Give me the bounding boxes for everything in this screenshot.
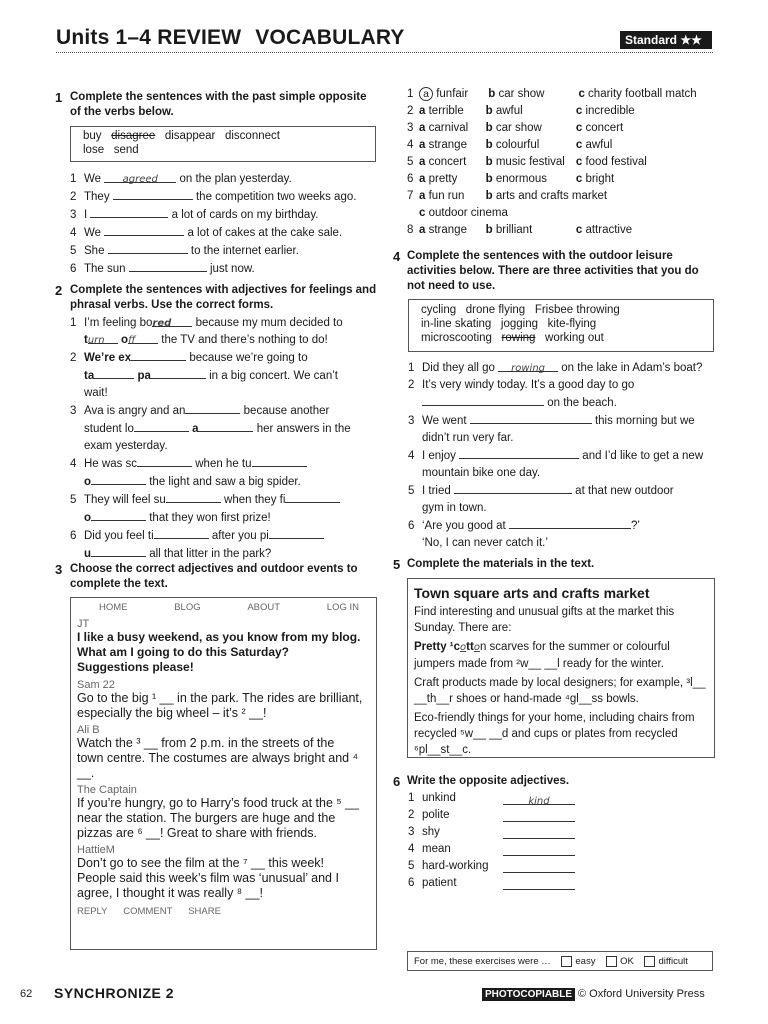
ex1-item: 5 She to the internet earlier. [70, 242, 356, 260]
answer-field[interactable] [454, 482, 572, 494]
market-title: Town square arts and crafts market [414, 585, 650, 601]
photocopiable-badge: PHOTOCOPIABLE [482, 988, 575, 1001]
nav-blog[interactable]: BLOG [174, 602, 201, 613]
answer-field[interactable] [91, 509, 146, 521]
answer-field[interactable]: rowing [498, 360, 558, 372]
post-text: Go to the big ¹ __ in the park. The rides are brilliant, especially the big wheel – it’s ² __! [77, 691, 363, 720]
ex1-number: 1 [55, 90, 63, 105]
ex4-number: 4 [393, 249, 401, 264]
answer-field[interactable]: red [152, 315, 192, 327]
page-number: 62 [20, 988, 33, 1000]
answer-field[interactable] [90, 206, 168, 218]
answer-field[interactable] [94, 367, 134, 379]
post-author: Ali B [77, 724, 100, 736]
ex3-number: 3 [55, 562, 63, 577]
market-intro: Find interesting and unusual gifts at the market this Sunday. There are: [414, 606, 675, 634]
ex1-word-box: buy disagree disappear disconnect lose send [70, 126, 376, 162]
option-row: c outdoor cinema [419, 207, 508, 219]
answer-field[interactable] [185, 402, 240, 414]
answer-field[interactable] [470, 412, 592, 424]
ex1-item: 4 We a lot of cakes at the cake sale. [70, 224, 356, 242]
answer-field[interactable] [509, 517, 631, 529]
market-paragraph: Pretty ¹cotton scarves for the summer or colourful jumpers made from ²w__ __l ready for the winter. [414, 641, 670, 670]
post-author: Sam 22 [77, 679, 115, 691]
post-text: I like a busy weekend, as you know from my blog. What am I going to do this Saturday? Suggestions please! [77, 630, 361, 674]
ex2-instruction: Complete the sentences with adjectives for feelings and phrasal verbs. Use the correct forms. [70, 284, 377, 311]
answer-field[interactable] [503, 810, 575, 822]
answer-field[interactable] [113, 188, 193, 200]
answer-field[interactable] [459, 447, 579, 459]
post-text: If you’re hungry, go to Harry’s food truck at the ⁵ __ near the station. The burgers are huge and the pizzas are ⁶ __! Great to share with friends. [77, 796, 359, 840]
ex6-number: 6 [393, 774, 401, 789]
answer-field[interactable]: o [473, 642, 480, 653]
nav-login[interactable]: LOG IN [326, 602, 359, 613]
option-row: 8 a strange b brilliant c attractive [407, 224, 633, 236]
ex4-word-box: cycling drone flying Frisbee throwing in-line skating jogging kite-flying microscooting rowing working out [408, 299, 714, 352]
answer-field[interactable] [252, 455, 307, 467]
answer-field[interactable] [503, 861, 575, 873]
ex1-item: 2 They the competition two weeks ago. [70, 188, 356, 206]
ex1-items [70, 171, 356, 278]
market-box [407, 578, 715, 758]
answer-field[interactable] [422, 394, 544, 406]
answer-field[interactable] [503, 844, 575, 856]
checkbox-difficult[interactable] [644, 956, 655, 967]
ex2-number: 2 [55, 283, 63, 298]
option-row: 3 a carnival b car show c concert [407, 122, 624, 134]
ex6-items: 1 unkind kind 2 polite 3 shy 4 mean 5 hard-working 6 patient [408, 790, 578, 892]
word-crossed: disagree [111, 130, 156, 142]
answer-field[interactable] [91, 545, 146, 557]
ex2-items: 1 I’m feeling bored because my mum decided to turn off the TV and there’s nothing to do! 2 We’re ex because we’re going to ta pa in a big concert. We can’t wait! 3 Ava is angry and an because another student lo a her answers in the exam yesterday. 4 He was sc when he tu o the light and saw a big spider. 5 They will feel su when they fi o that they won first prize! 6 Did you feel ti after you pi u all that litter in the park? [70, 317, 351, 560]
answer-field[interactable] [91, 473, 146, 485]
ex4-instruction: Complete the sentences with the outdoor leisure activities below. There are three activities that you do not need to use. [407, 250, 699, 292]
publisher: © Oxford University Press [578, 988, 705, 1000]
checkbox-ok[interactable] [606, 956, 617, 967]
answer-field[interactable]: agreed [104, 171, 176, 183]
level-badge: Standard ★★ [620, 31, 712, 49]
option-row: 1 a funfair b car show c charity football match [407, 88, 697, 100]
reply-link[interactable]: REPLY [77, 906, 108, 917]
ex4-items: 1 Did they all go rowing on the lake in Adam’s boat? 2 It’s very windy today. It’s a good day to go on the beach. 3 We went this morning but we didn’t run very far. 4 I enjoy and I’d like to get a new mountain bike one day. 5 I tried at that new outdoor gym in town. 6 ‘Are you good at ?’ ‘No, I can never catch it.’ [408, 362, 704, 549]
post-author: JT [77, 618, 90, 630]
ex1-item: 3 I a lot of cards on my birthday. [70, 206, 356, 224]
answer-field[interactable] [503, 878, 575, 890]
answer-field[interactable] [104, 224, 184, 236]
post-author: HattieM [77, 844, 115, 856]
answer-field[interactable]: kind [503, 793, 575, 805]
blog-box [70, 597, 377, 950]
answer-field[interactable] [151, 367, 206, 379]
answer-field[interactable] [269, 527, 324, 539]
ex3-instruction: Choose the correct adjectives and outdoor events to complete the text. [70, 563, 358, 590]
answer-field[interactable]: urn [88, 332, 118, 344]
answer-field[interactable] [166, 491, 221, 503]
option-row: 4 a strange b colourful c awful [407, 139, 613, 151]
circled-answer[interactable]: a [419, 87, 433, 101]
word-crossed: rowing [501, 332, 536, 344]
option-row: 5 a concert b music festival c food festival [407, 156, 647, 168]
ex6-instruction: Write the opposite adjectives. [407, 775, 570, 787]
answer-field[interactable] [137, 455, 192, 467]
market-paragraph: Eco-friendly things for your home, including chairs from recycled ⁵w__ __d and cups or plates from recycled ⁶pl__st__c. [414, 712, 695, 756]
checkbox-easy[interactable] [561, 956, 572, 967]
ex1-item: 6 The sun just now. [70, 260, 356, 278]
self-check: For me, these exercises were … easy OK difficult [407, 951, 713, 971]
post-text: Don’t go to see the film at the ⁷ __ this week! People said this week’s film was ‘unusual’ and I agree, I thought it was really ⁸ __! [77, 856, 339, 900]
ex3-options [407, 86, 697, 239]
ex1-item: 1 We agreed on the plan yesterday. [70, 173, 292, 185]
answer-field[interactable] [129, 260, 207, 272]
post-text: Watch the ³ __ from 2 p.m. in the streets of the town centre. The costumes are always bright and ⁴ __. [77, 736, 358, 780]
ex5-number: 5 [393, 557, 401, 572]
nav-home[interactable]: HOME [99, 602, 128, 613]
nav-about[interactable]: ABOUT [247, 602, 281, 613]
answer-field[interactable] [131, 349, 186, 361]
answer-field[interactable] [285, 491, 340, 503]
answer-field[interactable] [503, 827, 575, 839]
answer-field[interactable] [198, 420, 253, 432]
option-row: 7 a fun run b arts and crafts market [407, 190, 608, 202]
answer-field[interactable]: ff [128, 332, 158, 344]
answer-field[interactable] [134, 420, 189, 432]
share-link[interactable]: SHARE [188, 906, 221, 917]
market-paragraph: Craft products made by local designers; for example, ³l__ __th__r shoes or hand-made ⁴gl__ss bowls. [414, 677, 706, 705]
option-row: 6 a pretty b enormous c bright [407, 173, 615, 185]
post-author: The Captain [77, 784, 137, 796]
ex5-instruction: Complete the materials in the text. [407, 558, 595, 570]
option-row: 2 a terrible b awful c incredible [407, 105, 635, 117]
brand-logo: SYNCHRONIZE 2 [54, 985, 175, 1001]
page-title: Units 1–4 REVIEW VOCABULARY [56, 26, 405, 49]
answer-field[interactable] [108, 242, 188, 254]
answer-field[interactable]: o [460, 642, 467, 653]
answer-field[interactable] [154, 527, 209, 539]
title-divider [56, 52, 713, 53]
ex1-instruction: Complete the sentences with the past simple opposite of the verbs below. [70, 91, 367, 118]
comment-link[interactable]: COMMENT [123, 906, 173, 917]
